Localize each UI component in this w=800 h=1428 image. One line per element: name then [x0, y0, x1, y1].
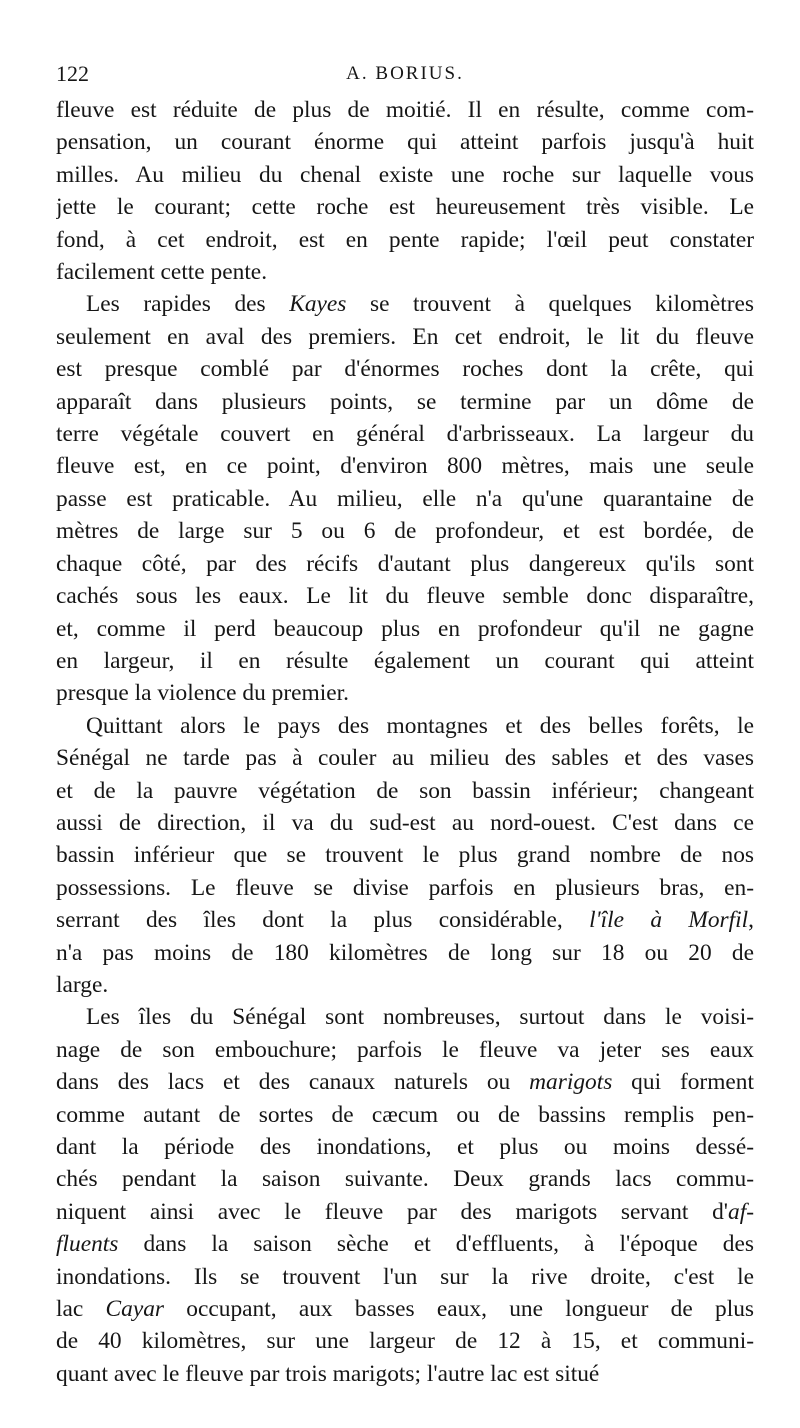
text-line: serrant des îles dont la plus considérable, l'île à Morfil, — [56, 907, 754, 934]
paragraph — [56, 288, 754, 709]
text-line: presque la violence du premier. — [56, 680, 349, 707]
text-line: terre végétale couvert en général d'arbrisseaux. La largeur du — [56, 421, 754, 448]
text-line: Quittant alors le pays des montagnes et des belles forêts, le — [86, 712, 754, 739]
text-line: comme autant de sortes de cæcum ou de bassins remplis pen- — [56, 1101, 754, 1128]
running-title: A. BORIUS. — [346, 63, 464, 84]
paragraph — [56, 1001, 754, 1390]
text-line: seulement en aval des premiers. En cet endroit, le lit du fleuve — [56, 323, 754, 350]
text-line: apparaît dans plusieurs points, se termine par un dôme de — [56, 388, 754, 415]
text-line: large. — [56, 971, 109, 998]
text-line: fleuve est, en ce point, d'environ 800 mètres, mais une seule — [56, 453, 754, 480]
text-line: Les îles du Sénégal sont nombreuses, surtout dans le voisi- — [86, 1004, 754, 1031]
text-line: fleuve est réduite de plus de moitié. Il en résulte, comme com- — [56, 97, 754, 123]
text-line: pensation, un courant énorme qui atteint parfois jusqu'à huit — [56, 129, 754, 156]
text-line: Les rapides des Kayes se trouvent à quelques kilomètres — [86, 291, 754, 318]
text-line: quant avec le fleuve par trois marigots; l'autre lac est situé — [56, 1360, 600, 1387]
text-line: fluents dans la saison sèche et d'effluents, à l'époque des — [56, 1231, 754, 1258]
text-line: n'a pas moins de 180 kilomètres de long sur 18 ou 20 de — [56, 939, 754, 966]
page-number: 122 — [56, 61, 89, 86]
text-line: de 40 kilomètres, sur une largeur de 12 à 15, et communi- — [56, 1328, 754, 1355]
text-line: nage de son embouchure; parfois le fleuve va jeter ses eaux — [56, 1036, 754, 1063]
text-line: mètres de large sur 5 ou 6 de profondeur, et est bordée, de — [56, 518, 754, 545]
text-line: possessions. Le fleuve se divise parfois en plusieurs bras, en- — [56, 874, 754, 901]
paragraph — [56, 94, 754, 288]
text-line: inondations. Ils se trouvent l'un sur la rive droite, c'est le — [56, 1263, 754, 1290]
running-head — [56, 58, 754, 90]
text-line: chaque côté, par des récifs d'autant plus dangereux qu'ils sont — [56, 550, 754, 577]
text-line: est presque comblé par d'énormes roches dont la crête, qui — [56, 356, 754, 383]
text-line: et de la pauvre végétation de son bassin inférieur; changeant — [56, 777, 754, 804]
text-line: et, comme il perd beaucoup plus en profondeur qu'il ne gagne — [56, 615, 754, 642]
text-line: cachés sous les eaux. Le lit du fleuve semble donc disparaître, — [56, 583, 754, 610]
book-page — [56, 58, 754, 1390]
text-line: Sénégal ne tarde pas à couler au milieu des sables et des vases — [56, 745, 754, 772]
paragraph — [56, 710, 754, 1002]
text-line: bassin inférieur que se trouvent le plus grand nombre de nos — [56, 842, 754, 869]
text-line: aussi de direction, il va du sud-est au nord-ouest. C'est dans ce — [56, 809, 754, 836]
text-line: fond, à cet endroit, est en pente rapide; l'œil peut constater — [56, 226, 754, 253]
text-line: facilement cette pente. — [56, 259, 268, 286]
text-line: jette le courant; cette roche est heureusement très visible. Le — [56, 194, 754, 221]
text-line: lac Cayar occupant, aux basses eaux, une longueur de plus — [56, 1296, 754, 1323]
text-line: chés pendant la saison suivante. Deux grands lacs commu- — [56, 1166, 754, 1193]
text-line: dans des lacs et des canaux naturels ou marigots qui forment — [56, 1069, 754, 1096]
text-line: passe est praticable. Au milieu, elle n'a qu'une quarantaine de — [56, 485, 754, 512]
text-line: en largeur, il en résulte également un courant qui atteint — [56, 647, 754, 674]
text-line: niquent ainsi avec le fleuve par des marigots servant d'af- — [56, 1198, 754, 1225]
body-text — [56, 94, 754, 1390]
text-line: dant la période des inondations, et plus ou moins dessé- — [56, 1134, 754, 1160]
text-line: milles. Au milieu du chenal existe une roche sur laquelle vous — [56, 161, 754, 188]
